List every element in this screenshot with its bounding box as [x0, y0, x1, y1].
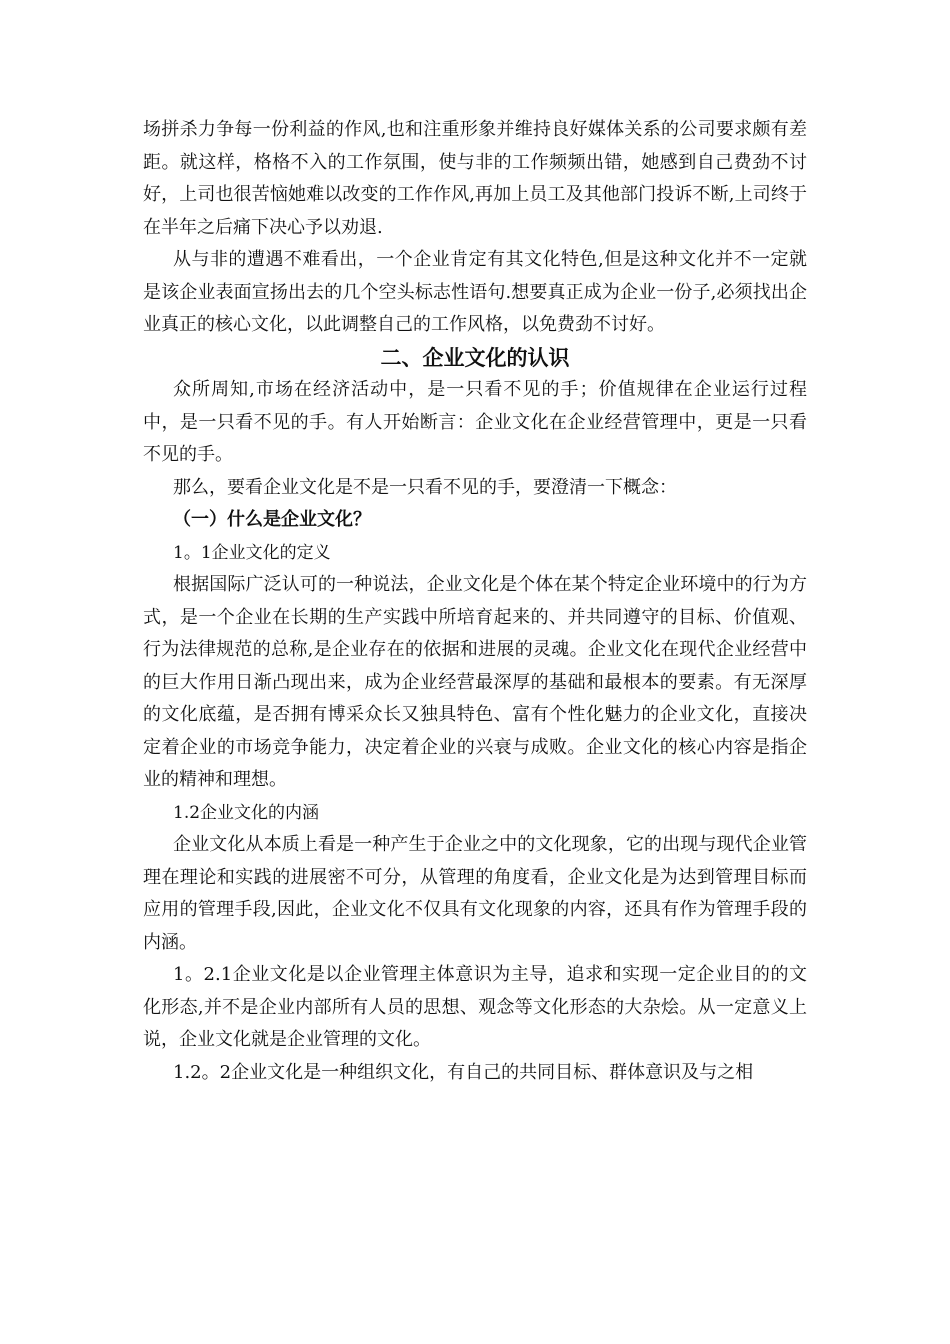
body-paragraph: 那么，要看企业文化是不是一只看不见的手，要澄清一下概念： [173, 476, 677, 498]
subsection-heading: （一）什么是企业文化？ [173, 509, 371, 530]
body-paragraph: 1.2。2企业文化是一种组织文化，有自己的共同目标、群体意识及与之相 [173, 1061, 754, 1083]
body-paragraph: 众所周知,市场在经济活动中，是一只看不见的手；价值规律在企业运行过程中，是一只看不见的手。有人开始断言：企业文化在企业经营管理中，更是一只看不见的手。 [143, 379, 807, 465]
body-paragraph: 1。2.1企业文化是以企业管理主体意识为主导，追求和实现一定企业目的的文化形态,并不是企业内部所有人员的思想、观念等文化形态的大杂烩。从一定意义上说，企业文化就是企业管理的文化。 [143, 964, 807, 1050]
body-paragraph: 根据国际广泛认可的一种说法，企业文化是个体在某个特定企业环境中的行为方式，是一个企业在长期的生产实践中所培育起来的、并共同遵守的目标、价值观、行为法律规范的总称,是企业存在的依据和进展的灵魂。企业文化在现代企业经营中的巨大作用日渐凸现出来，成为企业经营最深厚的基础和最根本的要素。有无深厚的文化底蕴，是否拥有博采众长又独具特色、富有个性化魅力的企业文化，直接决定着企业的市场竞争能力，决定着企业的兴衰与成败。企业文化的核心内容是指企业的精神和理想。 [143, 574, 807, 790]
body-paragraph: 场拼杀力争每一份利益的作风,也和注重形象并维持良好媒体关系的公司要求颇有差距。就这样，格格不入的工作氛围，使与非的工作频频出错，她感到自己费劲不讨好，上司也很苦恼她难以改变的工作作风,再加上员工及其他部门投诉不断,上司终于在半年之后痛下决心予以劝退. [143, 119, 807, 238]
numbered-heading: 1。1企业文化的定义 [173, 542, 331, 563]
section-heading: 二、企业文化的认识 [380, 345, 570, 370]
body-paragraph: 企业文化从本质上看是一种产生于企业之中的文化现象，它的出现与现代企业管理在理论和实践的进展密不可分，从管理的角度看，企业文化是为达到管理目标而应用的管理手段,因此，企业文化不仅具有文化现象的内容，还具有作为管理手段的内涵。 [143, 834, 807, 953]
page-body [143, 114, 807, 1089]
body-paragraph: 从与非的遭遇不难看出，一个企业肯定有其文化特色,但是这种文化并不一定就是该企业表面宣扬出去的几个空头标志性语句.想要真正成为企业一份子,必须找出企业真正的核心文化，以此调整自己的工作风格，以免费劲不讨好。 [143, 249, 807, 335]
numbered-heading: 1.2企业文化的内涵 [173, 802, 320, 823]
